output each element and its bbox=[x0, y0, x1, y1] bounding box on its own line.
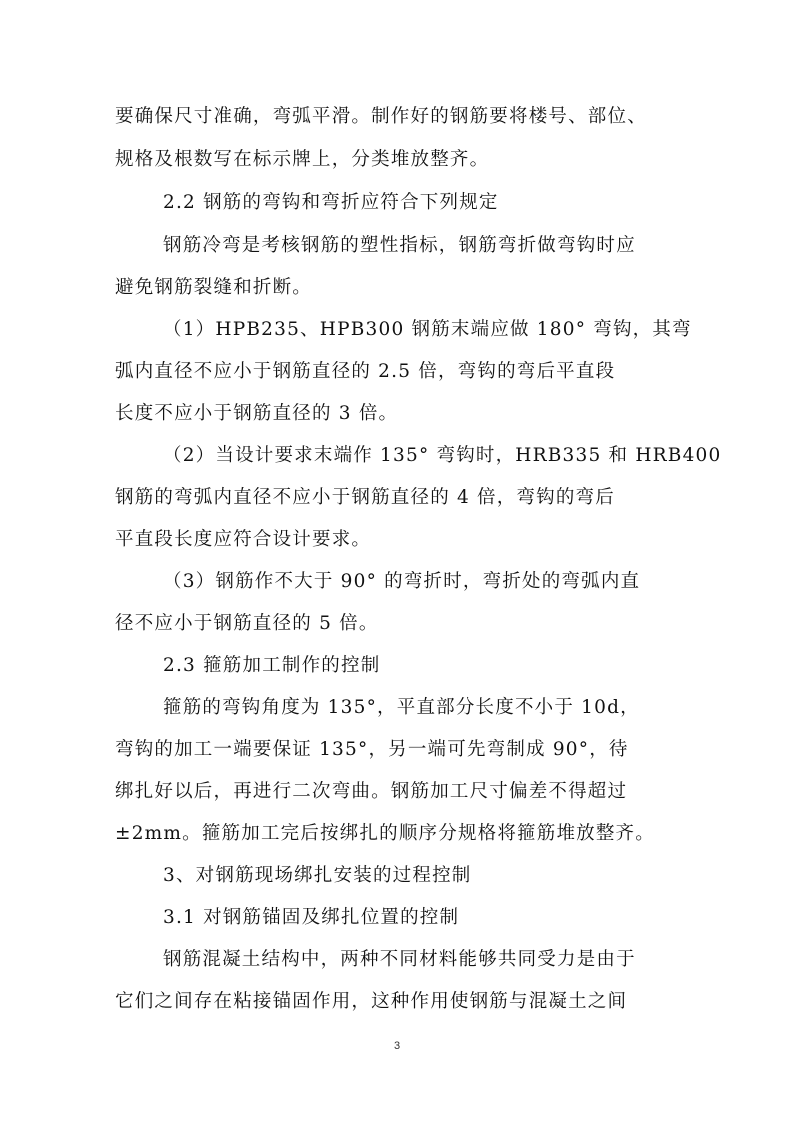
page-number: 3 bbox=[393, 1040, 401, 1052]
list-item: （2）当设计要求末端作 135° 弯钩时，HRB335 和 HRB400 bbox=[163, 445, 722, 466]
text-line: 规格及根数写在标示牌上，分类堆放整齐。 bbox=[115, 149, 490, 170]
text-line: 箍筋的弯钩角度为 135°，平直部分长度不小于 10d， bbox=[163, 697, 640, 718]
text-line: 它们之间存在粘接锚固作用，这种作用使钢筋与混凝土之间 bbox=[115, 991, 628, 1012]
list-item: （3）钢筋作不大于 90° 的弯折时，弯折处的弯弧内直 bbox=[163, 571, 641, 592]
text-line: 要确保尺寸准确，弯弧平滑。制作好的钢筋要将楼号、部位、 bbox=[115, 106, 647, 127]
text-line: 绑扎好以后，再进行二次弯曲。钢筋加工尺寸偏差不得超过 bbox=[115, 781, 628, 802]
text-line: 径不应小于钢筋直径的 5 倍。 bbox=[115, 613, 379, 634]
text-line: 钢筋冷弯是考核钢筋的塑性指标，钢筋弯折做弯钩时应 bbox=[163, 235, 636, 256]
text-line: 弯钩的加工一端要保证 135°，另一端可先弯制成 90°，待 bbox=[115, 739, 629, 760]
text-line: 弧内直径不应小于钢筋直径的 2.5 倍，弯钩的弯后平直段 bbox=[115, 361, 616, 382]
text-line: 平直段长度应符合设计要求。 bbox=[115, 529, 372, 550]
text-line: ±2mm。箍筋加工完后按绑扎的顺序分规格将箍筋堆放整齐。 bbox=[115, 823, 655, 844]
section-heading: 2.2 钢筋的弯钩和弯折应符合下列规定 bbox=[163, 192, 499, 213]
section-heading: 3.1 对钢筋锚固及绑扎位置的控制 bbox=[163, 907, 460, 928]
section-heading: 3、对钢筋现场绑扎安装的过程控制 bbox=[163, 865, 472, 886]
text-line: 钢筋混凝土结构中，两种不同材料能够共同受力是由于 bbox=[163, 949, 636, 970]
list-item: （1）HPB235、HPB300 钢筋末端应做 180° 弯钩，其弯 bbox=[163, 319, 692, 340]
text-line: 避免钢筋裂缝和折断。 bbox=[115, 277, 313, 298]
section-heading: 2.3 箍筋加工制作的控制 bbox=[163, 655, 381, 676]
text-line: 长度不应小于钢筋直径的 3 倍。 bbox=[115, 403, 399, 424]
text-line: 钢筋的弯弧内直径不应小于钢筋直径的 4 倍，弯钩的弯后 bbox=[115, 487, 615, 508]
